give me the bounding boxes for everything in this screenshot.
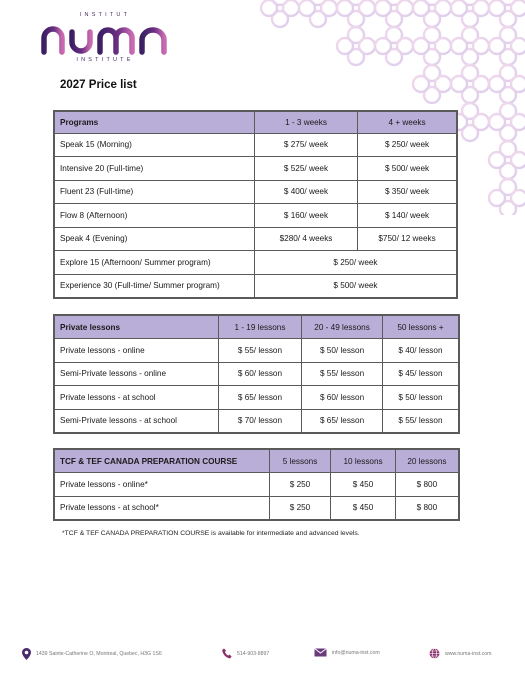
price-cell: $ 140/ week [358,204,457,228]
table-row [54,339,459,363]
program-name: Speak 4 (Evening) [54,227,254,251]
program-name: Speak 15 (Morning) [54,133,254,157]
column-header: 50 lessons + [382,315,459,339]
table-row [54,473,459,497]
page-title: 2027 Price list [60,79,137,91]
price-cell: $ 500/ week [254,274,457,298]
footer-address [22,648,162,660]
price-cell: $750/ 12 weeks [358,227,457,251]
price-cell: $ 400/ week [254,180,357,204]
table-row [54,157,457,181]
footer-phone [222,648,269,659]
logo-top-word: INSTITUT [79,12,131,18]
table-row [54,362,459,386]
column-header: 4 + weeks [358,111,457,133]
lesson-name: Private lessons - online [54,339,218,363]
address-text: 1439 Sainte-Catherine O, Montreal, Quebec, H3G 1S6 [36,651,162,657]
location-pin-icon [22,648,31,660]
column-header: 10 lessons [331,449,396,473]
column-header: 1 - 3 weeks [254,111,357,133]
lesson-name: Semi-Private lessons - online [54,362,218,386]
lesson-name: Private lessons - at school* [54,496,269,520]
column-header: Programs [54,111,254,133]
envelope-icon [314,648,327,657]
program-name: Experience 30 (Full-time/ Summer program) [54,274,254,298]
table-header-row [54,449,459,473]
price-cell: $ 250 [269,496,331,520]
price-cell: $ 65/ lesson [218,386,302,410]
column-header: 20 lessons [395,449,459,473]
website-link[interactable]: www.numa-inst.com [445,650,492,657]
program-name: Fluent 23 (Full-time) [54,180,254,204]
column-header: 5 lessons [269,449,331,473]
price-cell: $ 65/ lesson [302,409,383,433]
lesson-name: Semi-Private lessons - at school [54,409,218,433]
table-row [54,274,457,298]
table-header-row [54,315,459,339]
tcf-tef-course-table [53,448,460,521]
price-cell: $ 450 [331,496,396,520]
phone-icon [222,648,232,659]
table-row [54,133,457,157]
price-cell: $ 250 [269,473,331,497]
price-cell: $ 160/ week [254,204,357,228]
price-cell: $ 50/ lesson [302,339,383,363]
institute-logo [38,12,170,64]
price-cell: $ 60/ lesson [302,386,383,410]
private-lessons-table [53,314,460,434]
lesson-name: Private lessons - at school [54,386,218,410]
numa-wordmark-icon [38,20,170,56]
price-cell: $ 800 [395,473,459,497]
price-cell: $ 40/ lesson [382,339,459,363]
price-cell: $ 60/ lesson [218,362,302,386]
price-cell: $ 55/ lesson [218,339,302,363]
table-row [54,227,457,251]
program-name: Intensive 20 (Full-time) [54,157,254,181]
table-row [54,496,459,520]
price-cell: $ 350/ week [358,180,457,204]
table-row [54,180,457,204]
table-header-row [54,111,457,133]
lesson-name: Private lessons - online* [54,473,269,497]
footnote: *TCF & TEF CANADA PREPARATION COURSE is available for intermediate and advanced levels. [62,530,360,537]
price-cell: $ 55/ lesson [382,409,459,433]
price-cell: $280/ 4 weeks [254,227,357,251]
price-cell: $ 525/ week [254,157,357,181]
phone-text: 514-903-8897 [237,650,270,657]
program-name: Explore 15 (Afternoon/ Summer program) [54,251,254,275]
price-cell: $ 250/ week [358,133,457,157]
globe-icon [429,648,440,659]
column-header: TCF & TEF CANADA PREPARATION COURSE [54,449,269,473]
table-row [54,409,459,433]
column-header: 20 - 49 lessons [302,315,383,339]
price-cell: $ 250/ week [254,251,457,275]
column-header: Private lessons [54,315,218,339]
price-cell: $ 55/ lesson [302,362,383,386]
contact-footer [0,646,525,666]
price-cell: $ 45/ lesson [382,362,459,386]
footer-email[interactable] [314,648,380,657]
program-name: Flow 8 (Afternoon) [54,204,254,228]
programs-price-table [53,110,458,299]
email-text[interactable]: info@numa-inst.com [332,649,380,656]
table-row [54,251,457,275]
price-cell: $ 70/ lesson [218,409,302,433]
table-row [54,386,459,410]
table-row [54,204,457,228]
price-cell: $ 275/ week [254,133,357,157]
price-cell: $ 50/ lesson [382,386,459,410]
price-cell: $ 450 [331,473,396,497]
price-cell: $ 500/ week [358,157,457,181]
footer-website[interactable] [429,648,491,659]
price-cell: $ 800 [395,496,459,520]
column-header: 1 - 19 lessons [218,315,302,339]
logo-bottom-word: INSTITUTE [76,57,134,63]
